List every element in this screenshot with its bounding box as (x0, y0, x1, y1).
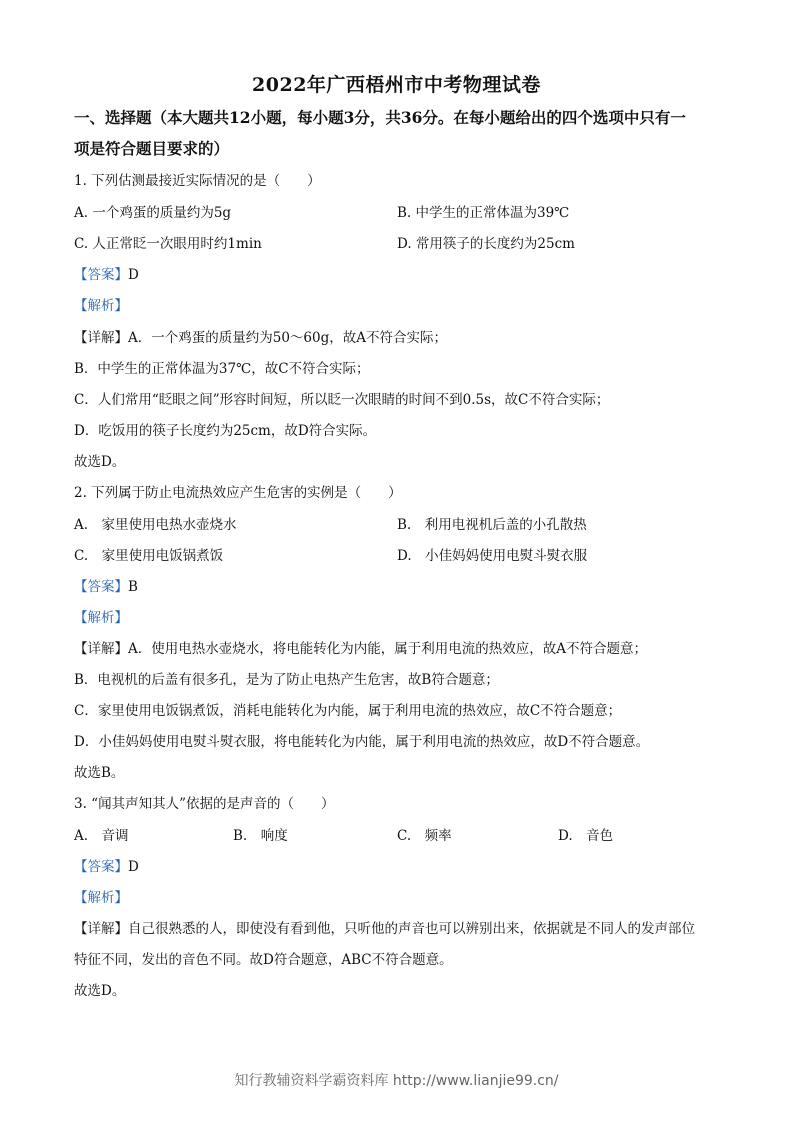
q3-option-a: A. 音调 (74, 828, 129, 844)
section-heading-line1: 一、选择题（本大题共12小题，每小题3分，共36分。在每小题给出的四个选项中只有一 (74, 108, 686, 127)
q2-answer-value: B (128, 579, 138, 595)
q3-answer (74, 857, 139, 877)
q1-detail-2: B．中学生的正常体温为37℃，故C不符合实际； (74, 361, 370, 377)
page-footer-watermark: 知行教辅资料学霸资料库 http://www.lianjie99.cn/ (234, 1073, 559, 1089)
q2-stem: 2. 下列属于防止电流热效应产生危害的实例是（ ） (74, 485, 402, 501)
q2-detail-1: 【详解】A．使用电热水壶烧水，将电能转化为内能，属于利用电流的热效应，故A不符合题意； (74, 641, 647, 657)
q2-detail-3: C．家里使用电饭锅煮饭，消耗电能转化为内能，属于利用电流的热效应，故C不符合题意； (74, 703, 622, 719)
q2-option-c: C. 家里使用电饭锅煮饭 (74, 548, 224, 564)
q3-detail-1: 【详解】自己很熟悉的人，即使没有看到他，只听他的声音也可以辨别出来，依据就是不同人的发声部位 (74, 921, 695, 937)
q1-answer (74, 265, 139, 285)
q2-answer (74, 577, 138, 597)
page-title: 2022年广西梧州市中考物理试卷 (252, 74, 541, 96)
q1-option-b: B. 中学生的正常体温为39℃ (397, 205, 570, 221)
q3-stem: 3. “闻其声知其人”依据的是声音的（ ） (74, 796, 335, 812)
q1-detail-3: C．人们常用“眨眼之间”形容时间短，所以眨一次眼睛的时间不到0.5s，故C不符合实际； (74, 392, 610, 408)
q1-answer-value: D (128, 267, 139, 283)
answer-label: 【答案】 (74, 267, 128, 283)
q2-analysis-label: 【解析】 (74, 610, 128, 626)
q3-answer-value: D (128, 859, 139, 875)
q3-option-c: C. 频率 (397, 828, 452, 844)
q2-detail-4: D．小佳妈妈使用电熨斗熨衣服，将电能转化为内能，属于利用电流的热效应，故D不符合题意。 (74, 734, 650, 750)
q1-option-a: A. 一个鸡蛋的质量约为5g (74, 205, 232, 221)
q1-option-c: C. 人正常眨一次眼用时约1min (74, 236, 262, 252)
q1-analysis-label: 【解析】 (74, 298, 128, 314)
q3-option-b: B. 响度 (233, 828, 288, 844)
q3-detail-2: 特征不同，发出的音色不同。故D符合题意，ABC不符合题意。 (74, 952, 453, 968)
q2-option-d: D. 小佳妈妈使用电熨斗熨衣服 (397, 548, 588, 564)
q2-option-b: B. 利用电视机后盖的小孔散热 (397, 517, 587, 533)
q1-stem: 1. 下列估测最接近实际情况的是（ ） (74, 173, 321, 189)
q2-option-a: A. 家里使用电热水壶烧水 (74, 517, 237, 533)
answer-label: 【答案】 (74, 579, 128, 595)
q1-conclusion: 故选D。 (74, 454, 126, 470)
q3-analysis-label: 【解析】 (74, 890, 128, 906)
answer-label: 【答案】 (74, 859, 128, 875)
q3-option-d: D. 音色 (558, 828, 614, 844)
q2-detail-2: B．电视机的后盖有很多孔，是为了防止电热产生危害，故B符合题意； (74, 672, 499, 688)
q2-conclusion: 故选B。 (74, 765, 125, 781)
q1-detail-4: D．吃饭用的筷子长度约为25cm，故D符合实际。 (74, 423, 377, 439)
section-heading-line2: 项是符合题目要求的） (74, 139, 230, 158)
q1-detail-1: 【详解】A．一个鸡蛋的质量约为50～60g，故A不符合实际； (74, 330, 447, 346)
q1-option-d: D. 常用筷子的长度约为25cm (397, 236, 575, 252)
q3-conclusion: 故选D。 (74, 983, 126, 999)
